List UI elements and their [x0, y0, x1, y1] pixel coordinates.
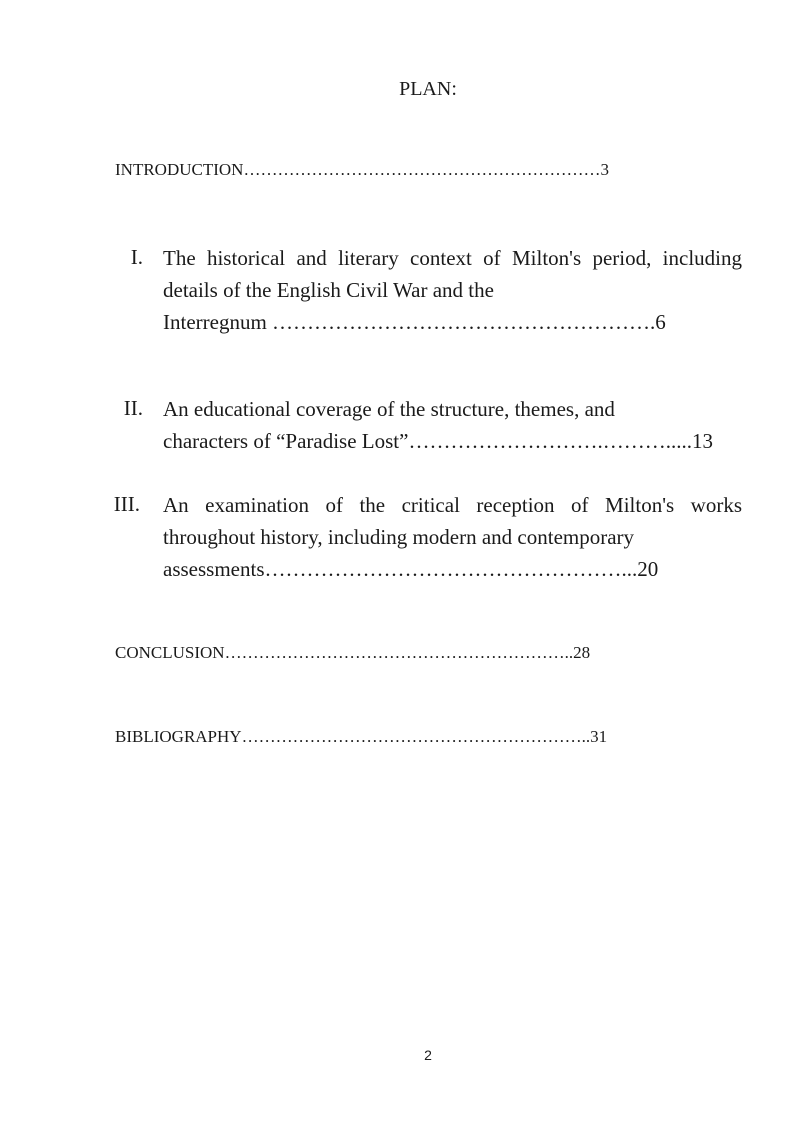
toc-conclusion: [115, 643, 590, 663]
toc-introduction: [115, 160, 609, 180]
page-title: PLAN:: [399, 78, 457, 100]
toc-conclusion-page: 28: [573, 643, 591, 662]
section-1-text: The historical and literary context of Milton's period, including details of the English Civil War and the: [163, 246, 742, 302]
toc-conclusion-label: CONCLUSION: [115, 643, 225, 662]
toc-bibliography-label: BIBLIOGRAPHY: [115, 727, 242, 746]
section-3-numeral: III.: [113, 492, 140, 516]
section-3-last-line: assessments……………………………………………...20: [163, 557, 659, 581]
section-3-text: An examination of the critical reception of Milton's works throughout history, including modern and contemporary: [163, 493, 742, 549]
toc-introduction-leader: ………………………………………………………: [243, 160, 601, 179]
section-1-last-line: Interregnum ……………………………………………….6: [163, 310, 666, 334]
toc-introduction-label: INTRODUCTION: [115, 160, 244, 179]
page-number: 2: [424, 1047, 432, 1063]
toc-introduction-page: 3: [600, 160, 609, 179]
section-2-numeral: II.: [123, 396, 143, 420]
section-2-last-line: characters of “Paradise Lost”……………………….……….....13: [163, 429, 713, 453]
toc-conclusion-leader: ……………………………………………………..: [224, 643, 574, 662]
toc-bibliography: [115, 727, 607, 747]
section-2-text: An educational coverage of the structure, themes, and: [163, 397, 615, 421]
section-1-entry: [163, 242, 742, 338]
toc-bibliography-page: 31: [590, 727, 608, 746]
toc-bibliography-leader: ……………………………………………………..: [241, 727, 591, 746]
section-3-entry: [163, 489, 742, 585]
section-1-numeral: I.: [130, 245, 143, 269]
section-2-entry: [163, 393, 742, 457]
